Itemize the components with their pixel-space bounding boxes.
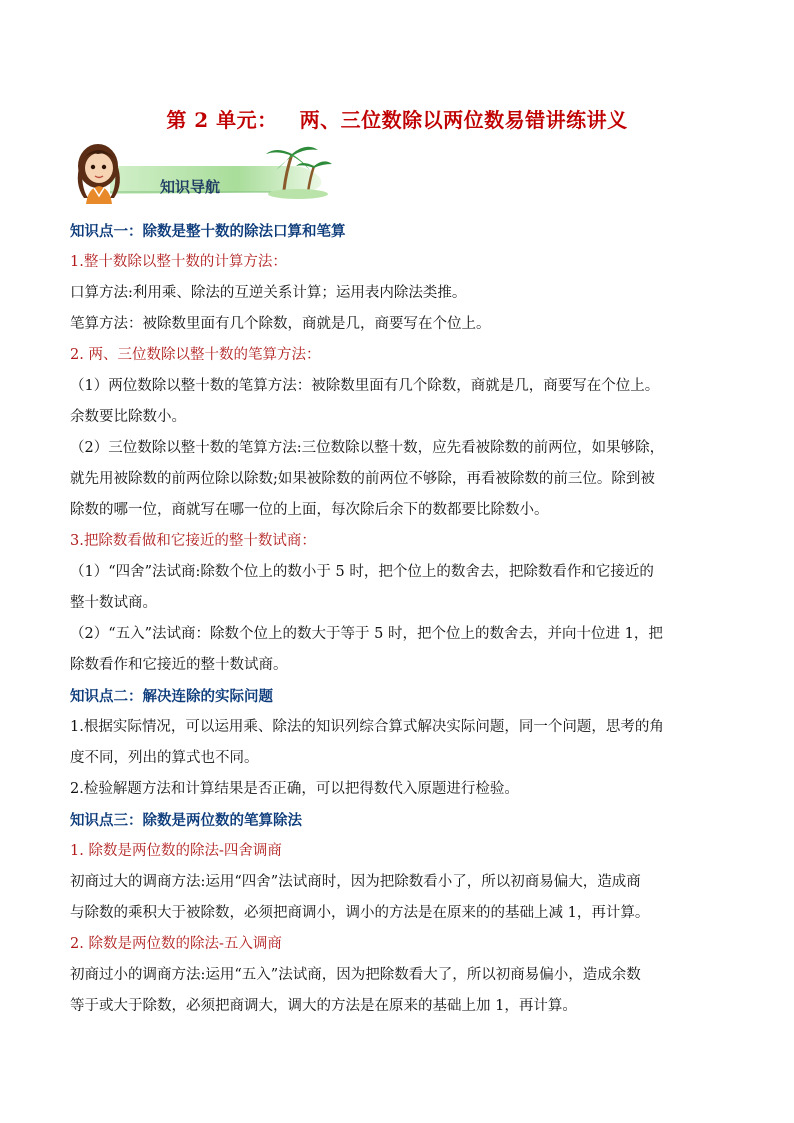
banner-label: 知识导航 [160, 178, 221, 196]
body-line: （1）“四舍”法试商:除数个位上的数小于 5 时，把个位上的数舍去，把除数看作和它接近的 [70, 564, 654, 580]
subheading: 2. 两、三位数除以整十数的笔算方法： [70, 347, 321, 363]
body-line: （1）两位数除以整十数的笔算方法：被除数里面有几个除数，商就是几，商要写在个位上。 [70, 378, 660, 394]
body-line: 整十数试商。 [70, 595, 157, 611]
body-line: 口算方法:利用乘、除法的互逆关系计算；运用表内除法类推。 [70, 285, 467, 301]
page-title [0, 104, 794, 133]
title-unit: 第 2 单元： [166, 108, 278, 132]
document-body [70, 216, 724, 1022]
body-line: 等于或大于除数，必须把商调大，调大的方法是在原来的基础上加 1，再计算。 [70, 998, 577, 1014]
knowledge-point-heading: 知识点一：除数是整十数的除法口算和笔算 [70, 223, 346, 240]
body-line: 1.根据实际情况，可以运用乘、除法的知识列综合算式解决实际问题，同一个问题，思考的角 [70, 719, 664, 735]
body-line: 度不同，列出的算式也不同。 [70, 750, 259, 766]
body-line: 除数的哪一位，商就写在哪一位的上面，每次除后余下的数都要比除数小。 [70, 502, 549, 518]
body-line: （2）三位数除以整十数的笔算方法:三位数除以整十数，应先看被除数的前两位，如果够除， [70, 440, 665, 456]
title-topic: 两、三位数除以两位数易错讲练讲义 [299, 108, 628, 132]
body-line: （2）“五入”法试商：除数个位上的数大于等于 5 时，把个位上的数舍去，并向十位进 1，把 [70, 626, 663, 642]
body-line: 除数看作和它接近的整十数试商。 [70, 657, 288, 673]
body-line: 初商过小的调商方法:运用“五入”法试商，因为把除数看大了，所以初商易偏小，造成余数 [70, 967, 641, 983]
girl-avatar-icon [78, 144, 120, 204]
body-line: 就先用被除数的前两位除以除数;如果被除数的前两位不够除，再看被除数的前三位。除到被 [70, 471, 655, 487]
body-line: 余数要比除数小。 [70, 409, 186, 425]
subheading: 1. 除数是两位数的除法-四舍调商 [70, 843, 282, 859]
knowledge-point-heading: 知识点三：除数是两位数的笔算除法 [70, 812, 302, 829]
body-line: 初商过大的调商方法:运用“四舍”法试商时，因为把除数看小了，所以初商易偏大，造成商 [70, 874, 641, 890]
knowledge-point-heading: 知识点二：解决连除的实际问题 [70, 688, 273, 705]
subheading: 2. 除数是两位数的除法-五入调商 [70, 936, 282, 952]
subheading: 3.把除数看做和它接近的整十数试商： [70, 533, 316, 549]
subheading: 1.整十数除以整十数的计算方法： [70, 254, 287, 270]
body-line: 2.检验解题方法和计算结果是否正确，可以把得数代入原题进行检验。 [70, 781, 519, 797]
body-line: 笔算方法：被除数里面有几个除数，商就是几，商要写在个位上。 [70, 316, 491, 332]
body-line: 与除数的乘积大于被除数，必须把商调小，调小的方法是在原来的的基础上减 1，再计算。 [70, 905, 650, 921]
